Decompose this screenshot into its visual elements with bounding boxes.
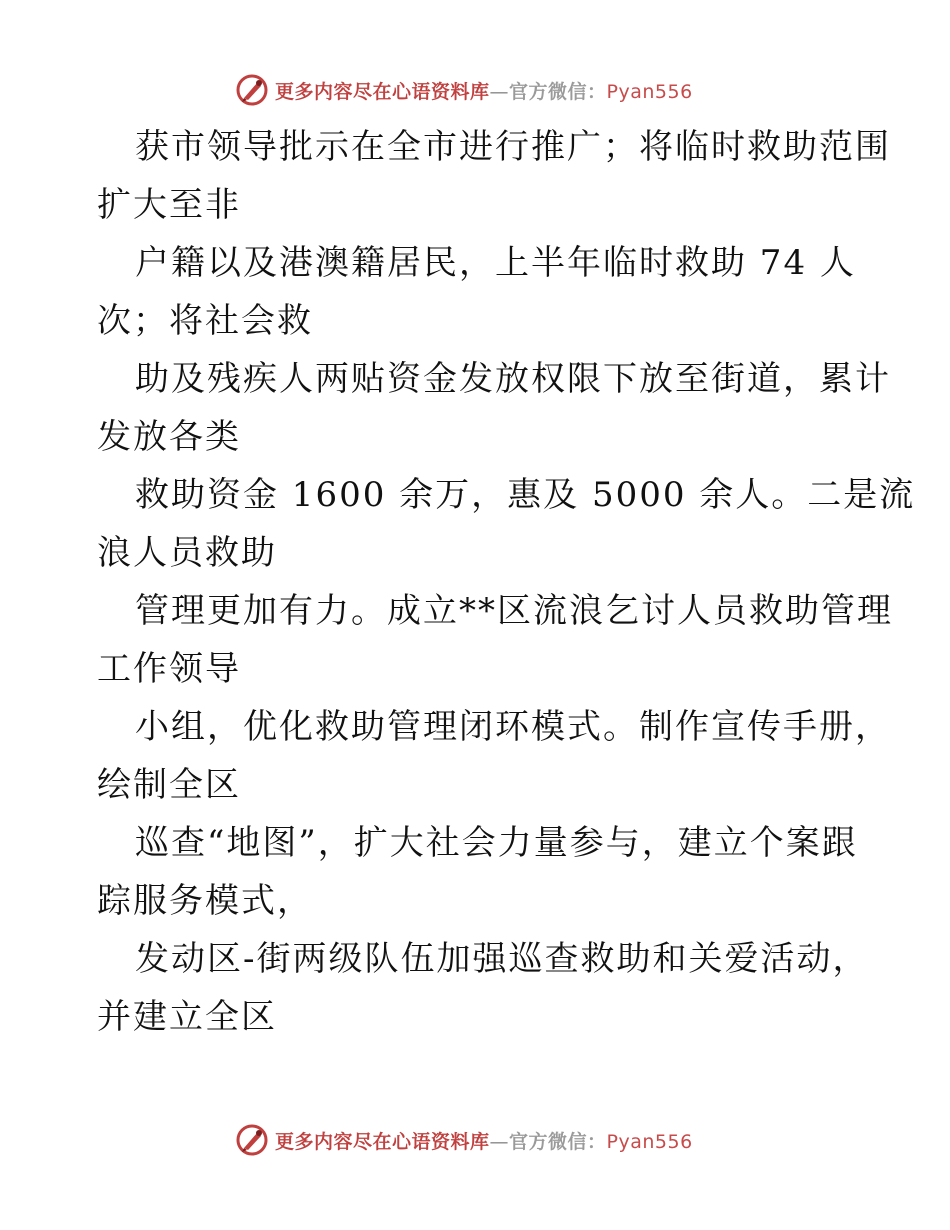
text-line: 巡查“地图”，扩大社会力量参与，建立个案跟 [135,823,858,863]
watermark-label: 官方微信： [509,80,607,103]
text-line: 小组，优化救助管理闭环模式。制作宣传手册， [135,707,891,747]
header-watermark [235,72,693,108]
watermark-brand: 更多内容尽在心语资料库 [275,1130,490,1153]
text-line: 户籍以及港澳籍居民，上半年临时救助 74 人 [135,243,856,283]
text-line: 踪服务模式， [97,881,313,921]
text-line: 次；将社会救 [97,301,313,341]
text-line: 工作领导 [97,649,241,689]
watermark-text [275,1127,693,1154]
watermark-text [275,77,693,104]
text-line: 发放各类 [97,417,241,457]
text-line: 助及残疾人两贴资金发放权限下放至街道，累计 [135,359,891,399]
pen-logo-icon [235,1123,269,1157]
document-body [97,118,916,1046]
watermark-label: 官方微信： [509,1130,607,1153]
pen-logo-icon [235,73,269,107]
text-line: 救助资金 1600 余万，惠及 5000 余人。二是流 [135,475,916,515]
text-line: 并建立全区 [97,997,277,1037]
text-line: 发动区-街两级队伍加强巡查救助和关爱活动， [135,939,869,979]
text-line: 浪人员救助 [97,533,277,573]
footer-watermark [235,1122,693,1158]
watermark-handle: Pyan556 [606,80,693,103]
watermark-brand: 更多内容尽在心语资料库 [275,80,490,103]
watermark-dash: — [489,1130,510,1153]
text-line: 扩大至非 [97,185,241,225]
text-line: 获市领导批示在全市进行推广；将临时救助范围 [135,127,891,167]
text-line: 绘制全区 [97,765,241,805]
text-line: 管理更加有力。成立**区流浪乞讨人员救助管理 [135,591,893,631]
watermark-handle: Pyan556 [606,1130,693,1153]
watermark-dash: — [489,80,510,103]
